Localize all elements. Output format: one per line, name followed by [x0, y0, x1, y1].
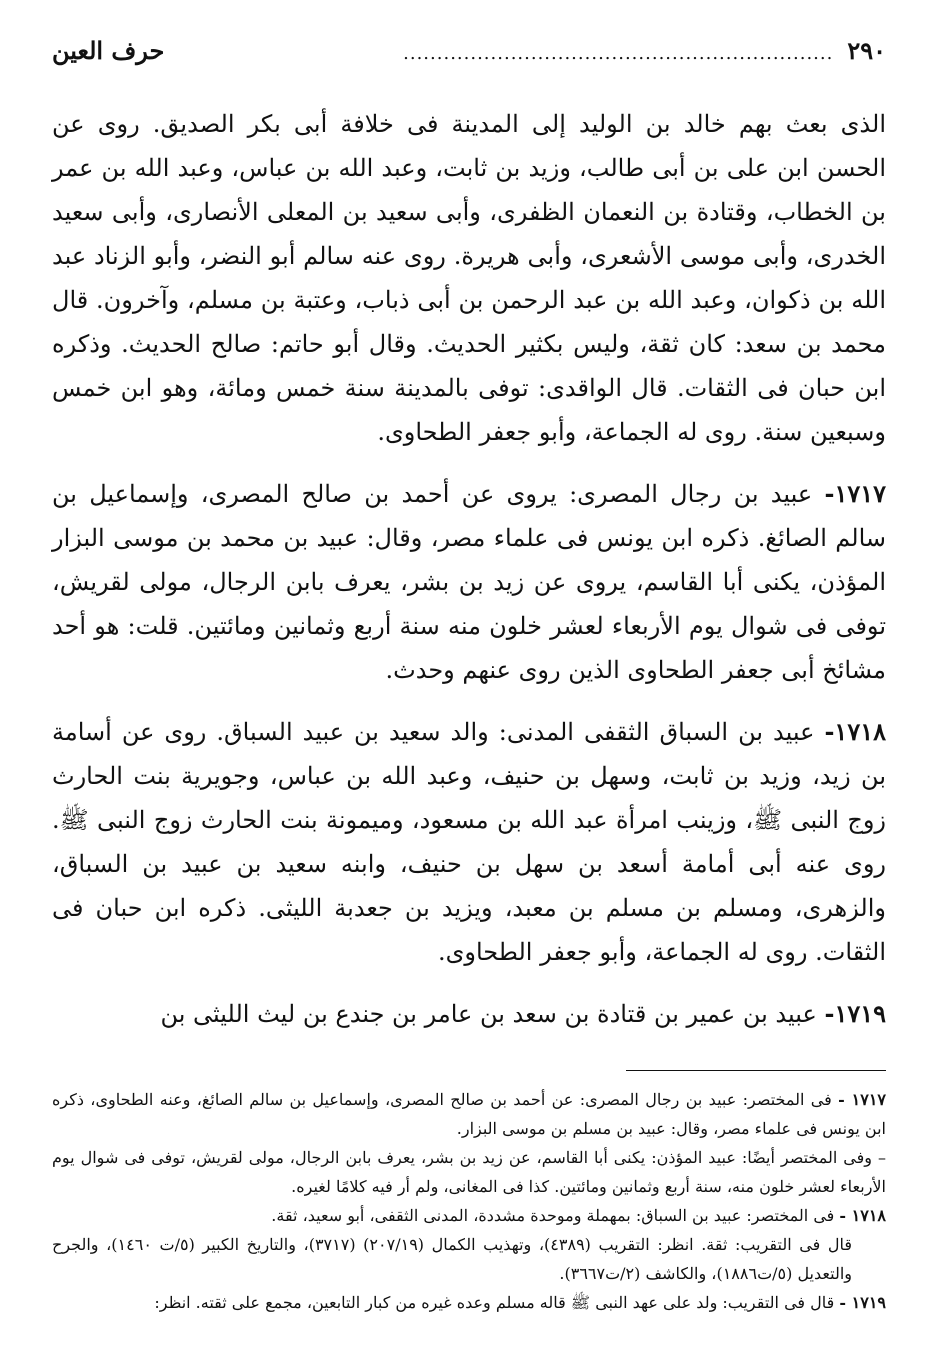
footnote-1719 [52, 1288, 886, 1317]
entry-number: ١٧١٨- [824, 717, 886, 746]
entry-1717 [52, 472, 886, 692]
footnote-separator [626, 1070, 886, 1071]
entry-1718 [52, 710, 886, 974]
page-number: ٢٩٠ [847, 36, 886, 65]
footnote-text: فى المختصر: عبيد بن رجال المصرى: عن أحمد بن صالح المصرى، وإسماعيل بن سالم الصائغ، وعنه الطحاوى، ذكره ابن يونس فى علماء مصر، وقال: عبيد بن مسلم بن موسى البزار. [52, 1090, 886, 1138]
footnote-number: ١٧١٨ - [839, 1206, 886, 1225]
leader-dots: ................................................................ [403, 43, 834, 64]
footnote-1717-continued [52, 1143, 886, 1201]
footnote-text: – وفى المختصر أيضًا: عبيد المؤذن: يكنى أبا القاسم، عن زيد بن بشر، يعرف بابن الرجال، مولى لقريش، توفى فى شوال يوم الأربعاء لعشر خلون منه، سنة أربع وثمانين ومائتين. كذا فى المغانى، ولم أر فيه كلامًا لغيره. [52, 1148, 886, 1196]
paragraph-continuation [52, 102, 886, 454]
footnote-number: ١٧١٩ - [839, 1293, 886, 1312]
entry-number: ١٧١٧- [824, 479, 886, 508]
footnote-text: قال فى التقريب: ولد على عهد النبى ﷺ قاله مسلم وعده غيره من كبار التابعين، مجمع على ثقته. انظر: [154, 1293, 835, 1312]
footnotes [52, 1085, 886, 1317]
footnote-text: فى المختصر: عبيد بن السباق: بمهملة وموحدة مشددة، المدنى الثقفى، أبو سعيد، ثقة. [271, 1206, 835, 1225]
entry-text: عبيد بن السباق الثقفى المدنى: والد سعيد بن عبيد السباق. روى عن أسامة بن زيد، وزيد بن ثابت، وسهل بن حنيف، وعبد الله بن عباس، وجويرية بنت الحارث زوج النبى ﷺ، وزينب امرأة عبد الله بن مسعود، وميمونة بنت الحارث زوج النبى ﷺ. روى عنه أبى أمامة أسعد بن سهل بن حنيف، وابنه سعيد بن عبيد بن السباق، والزهرى، ومسلم بن مسلم بن معبد، ويزيد بن جعدبة الليثى. ذكره ابن حبان فى الثقات. روى له الجماعة، وأبو جعفر الطحاوى. [52, 718, 886, 966]
entry-1719 [52, 992, 886, 1036]
entry-number: ١٧١٩- [824, 999, 886, 1028]
footnote-1717 [52, 1085, 886, 1143]
chapter-title: حرف العين [52, 36, 165, 65]
paragraph-text: الذى بعث بهم خالد بن الوليد إلى المدينة فى خلافة أبى بكر الصديق. روى عن الحسن ابن على بن أبى طالب، وزيد بن ثابت، وعبد الله بن عباس، وعبد الله بن عمر بن الخطاب، وقتادة بن النعمان الظفرى، وأبى سعيد بن المعلى الأنصارى، وأبى سعيد الخدرى، وأبى موسى الأشعرى، وأبى هريرة. روى عنه سالم أبو النضر، وأبو الزناد عبد الله بن ذكوان، وعبد الله بن عبد الرحمن بن أبى ذباب، وعتبة بن مسلم، وآخرون. قال محمد بن سعد: كان ثقة، وليس بكثير الحديث. وقال أبو حاتم: صالح الحديث. وذكره ابن حبان فى الثقات. قال الواقدى: توفى بالمدينة سنة خمس ومائة، وهو ابن خمس وسبعين سنة. روى له الجماعة، وأبو جعفر الطحاوى. [52, 110, 886, 446]
page-header [52, 36, 886, 92]
main-text [52, 102, 886, 1036]
footnote-number: ١٧١٧ - [838, 1090, 886, 1109]
entry-text: عبيد بن عمير بن قتادة بن سعد بن عامر بن جندع بن ليث الليثى بن [160, 1000, 817, 1028]
footnote-1718 [52, 1201, 886, 1230]
entry-text: عبيد بن رجال المصرى: يروى عن أحمد بن صالح المصرى، وإسماعيل بن سالم الصائغ. ذكره ابن يونس فى علماء مصر، وقال: عبيد بن محمد بن موسى البزار المؤذن، يكنى أبا القاسم، يروى عن زيد بن بشر، يعرف بابن الرجال، مولى لقريش، توفى فى شوال يوم الأربعاء لعشر خلون منه سنة أربع وثمانين ومائتين. قلت: هو أحد مشائخ أبى جعفر الطحاوى الذين روى عنهم وحدث. [52, 480, 886, 684]
footnote-text: قال فى التقريب: ثقة. انظر: التقريب (٤٣٨٩)، وتهذيب الكمال (٢٠٧/١٩) (٣٧١٧)، والتاريخ الكبير (٥/ت ١٤٦٠)، والجرح والتعديل (٥/ت١٨٨٦)، والكاشف (٢/ت٣٦٦٧). [52, 1235, 852, 1283]
footnote-1718-continued [52, 1230, 886, 1288]
